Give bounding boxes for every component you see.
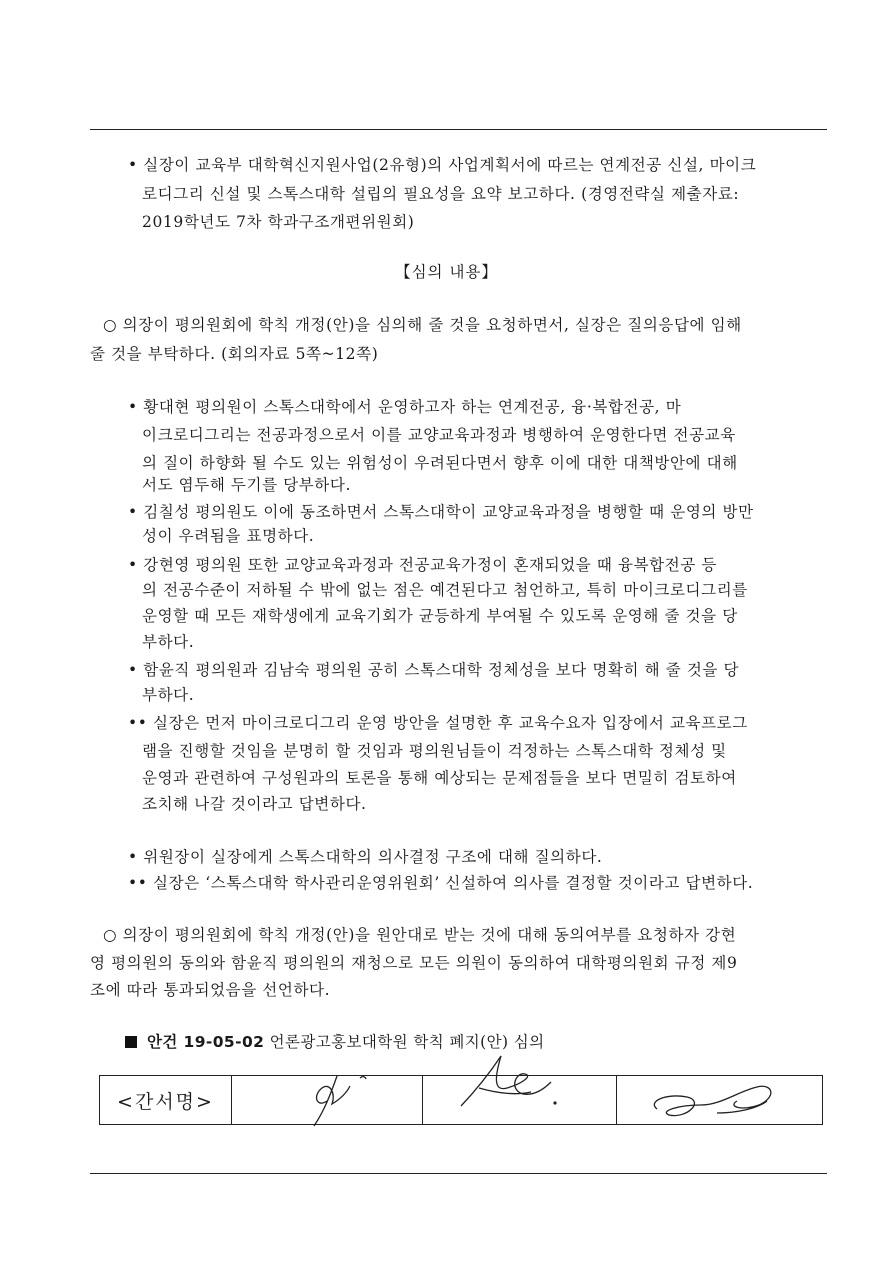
discussion-line: 의 전공수준이 저하될 수 밖에 없는 점은 예견된다고 첨언하고, 특히 마이크로디그리를 bbox=[142, 581, 748, 599]
intro-line: 2019학년도 7차 학과구조개편위원회) bbox=[142, 213, 415, 231]
discussion-line: • 황대현 평의원이 스톡스대학에서 운영하고자 하는 연계전공, 융·복합전공, 마 bbox=[128, 398, 682, 416]
discussion-line: 성이 우려됨을 표명하다. bbox=[142, 527, 315, 545]
discussion-line: 부하다. bbox=[142, 686, 195, 704]
signature-table bbox=[99, 1075, 823, 1125]
discussion-line: 운영과 관련하여 구성원과의 토론을 통해 예상되는 문제점들을 보다 면밀히 검토하여 bbox=[142, 769, 737, 787]
top-rule bbox=[90, 129, 827, 130]
signature-cell-3 bbox=[617, 1076, 822, 1124]
signature-cell-1 bbox=[232, 1076, 423, 1124]
paragraph-line: 영 평의원의 동의와 함윤직 평의원의 재청으로 모든 의원이 동의하여 대학평의원회 규정 제9 bbox=[90, 954, 738, 972]
intro-line: 로디그리 신설 및 스톡스대학 설립의 필요성을 요약 보고하다. (경영전략실 제출자료: bbox=[142, 185, 740, 203]
paragraph-line: 줄 것을 부탁하다. (회의자료 5쪽~12쪽) bbox=[90, 345, 379, 363]
black-square-icon bbox=[125, 1036, 137, 1048]
agenda-title: 언론광고홍보대학원 학칙 폐지(안) 심의 bbox=[269, 1033, 545, 1051]
discussion-line: •• 실장은 먼저 마이크로디그리 운영 방안을 설명한 후 교육수요자 입장에서 교육프로그 bbox=[128, 714, 748, 732]
signature-mark bbox=[423, 1048, 617, 1128]
discussion-line: 운영할 때 모든 재학생에게 교육기회가 균등하게 부여될 수 있도록 운영해 줄 것을 당 bbox=[142, 607, 738, 625]
intro-line: • 실장이 교육부 대학혁신지원사업(2유형)의 사업계획서에 따르는 연계전공 신설, 마이크 bbox=[128, 156, 757, 174]
discussion-line: • 강현영 평의원 또한 교양교육과정과 전공교육가정이 혼재되었을 때 융복합전공 등 bbox=[128, 556, 717, 574]
discussion-line: •• 실장은 ‘스톡스대학 학사관리운영위원회’ 신설하여 의사를 결정할 것이라고 답변하다. bbox=[128, 874, 754, 892]
paragraph-line: ○ 의장이 평의원회에 학칙 개정(안)을 심의해 줄 것을 요청하면서, 실장은 질의응답에 임해 bbox=[103, 316, 742, 334]
discussion-line: 램을 진행할 것임을 분명히 할 것임과 평의원님들이 걱정하는 스톡스대학 정체성 및 bbox=[142, 742, 727, 760]
paragraph-line: ○ 의장이 평의원회에 학칙 개정(안)을 원안대로 받는 것에 대해 동의여부를 요청하자 강현 bbox=[103, 926, 737, 944]
discussion-line: • 김칠성 평의원도 이에 동조하면서 스톡스대학이 교양교육과정을 병행할 때 운영의 방만 bbox=[128, 503, 754, 521]
discussion-line: 부하다. bbox=[142, 633, 195, 651]
signature-mark bbox=[232, 1056, 423, 1136]
signature-label: <간서명> bbox=[100, 1076, 232, 1124]
discussion-line: 서도 염두해 두기를 당부하다. bbox=[142, 476, 351, 494]
discussion-line: 조치해 나갈 것이라고 답변하다. bbox=[142, 795, 367, 813]
signature-cell-2 bbox=[423, 1076, 617, 1124]
discussion-line: 의 질이 하향화 될 수도 있는 위험성이 우려된다면서 향후 이에 대한 대책방안에 대해 bbox=[142, 454, 738, 472]
discussion-line: • 함윤직 평의원과 김남숙 평의원 공히 스톡스대학 정체성을 보다 명확히 해 줄 것을 당 bbox=[128, 661, 740, 679]
agenda-label: 안건 19-05-02 bbox=[147, 1033, 265, 1051]
section-heading: 【심의 내용】 bbox=[395, 263, 498, 281]
paragraph-line: 조에 따라 통과되었음을 선언하다. bbox=[90, 981, 331, 999]
bottom-rule bbox=[90, 1173, 827, 1174]
discussion-line: 이크로디그리는 전공과정으로서 이를 교양교육과정과 병행하여 운영한다면 전공교육 bbox=[142, 426, 736, 444]
discussion-line: • 위원장이 실장에게 스톡스대학의 의사결정 구조에 대해 질의하다. bbox=[128, 848, 603, 866]
signature-mark bbox=[617, 1061, 824, 1141]
